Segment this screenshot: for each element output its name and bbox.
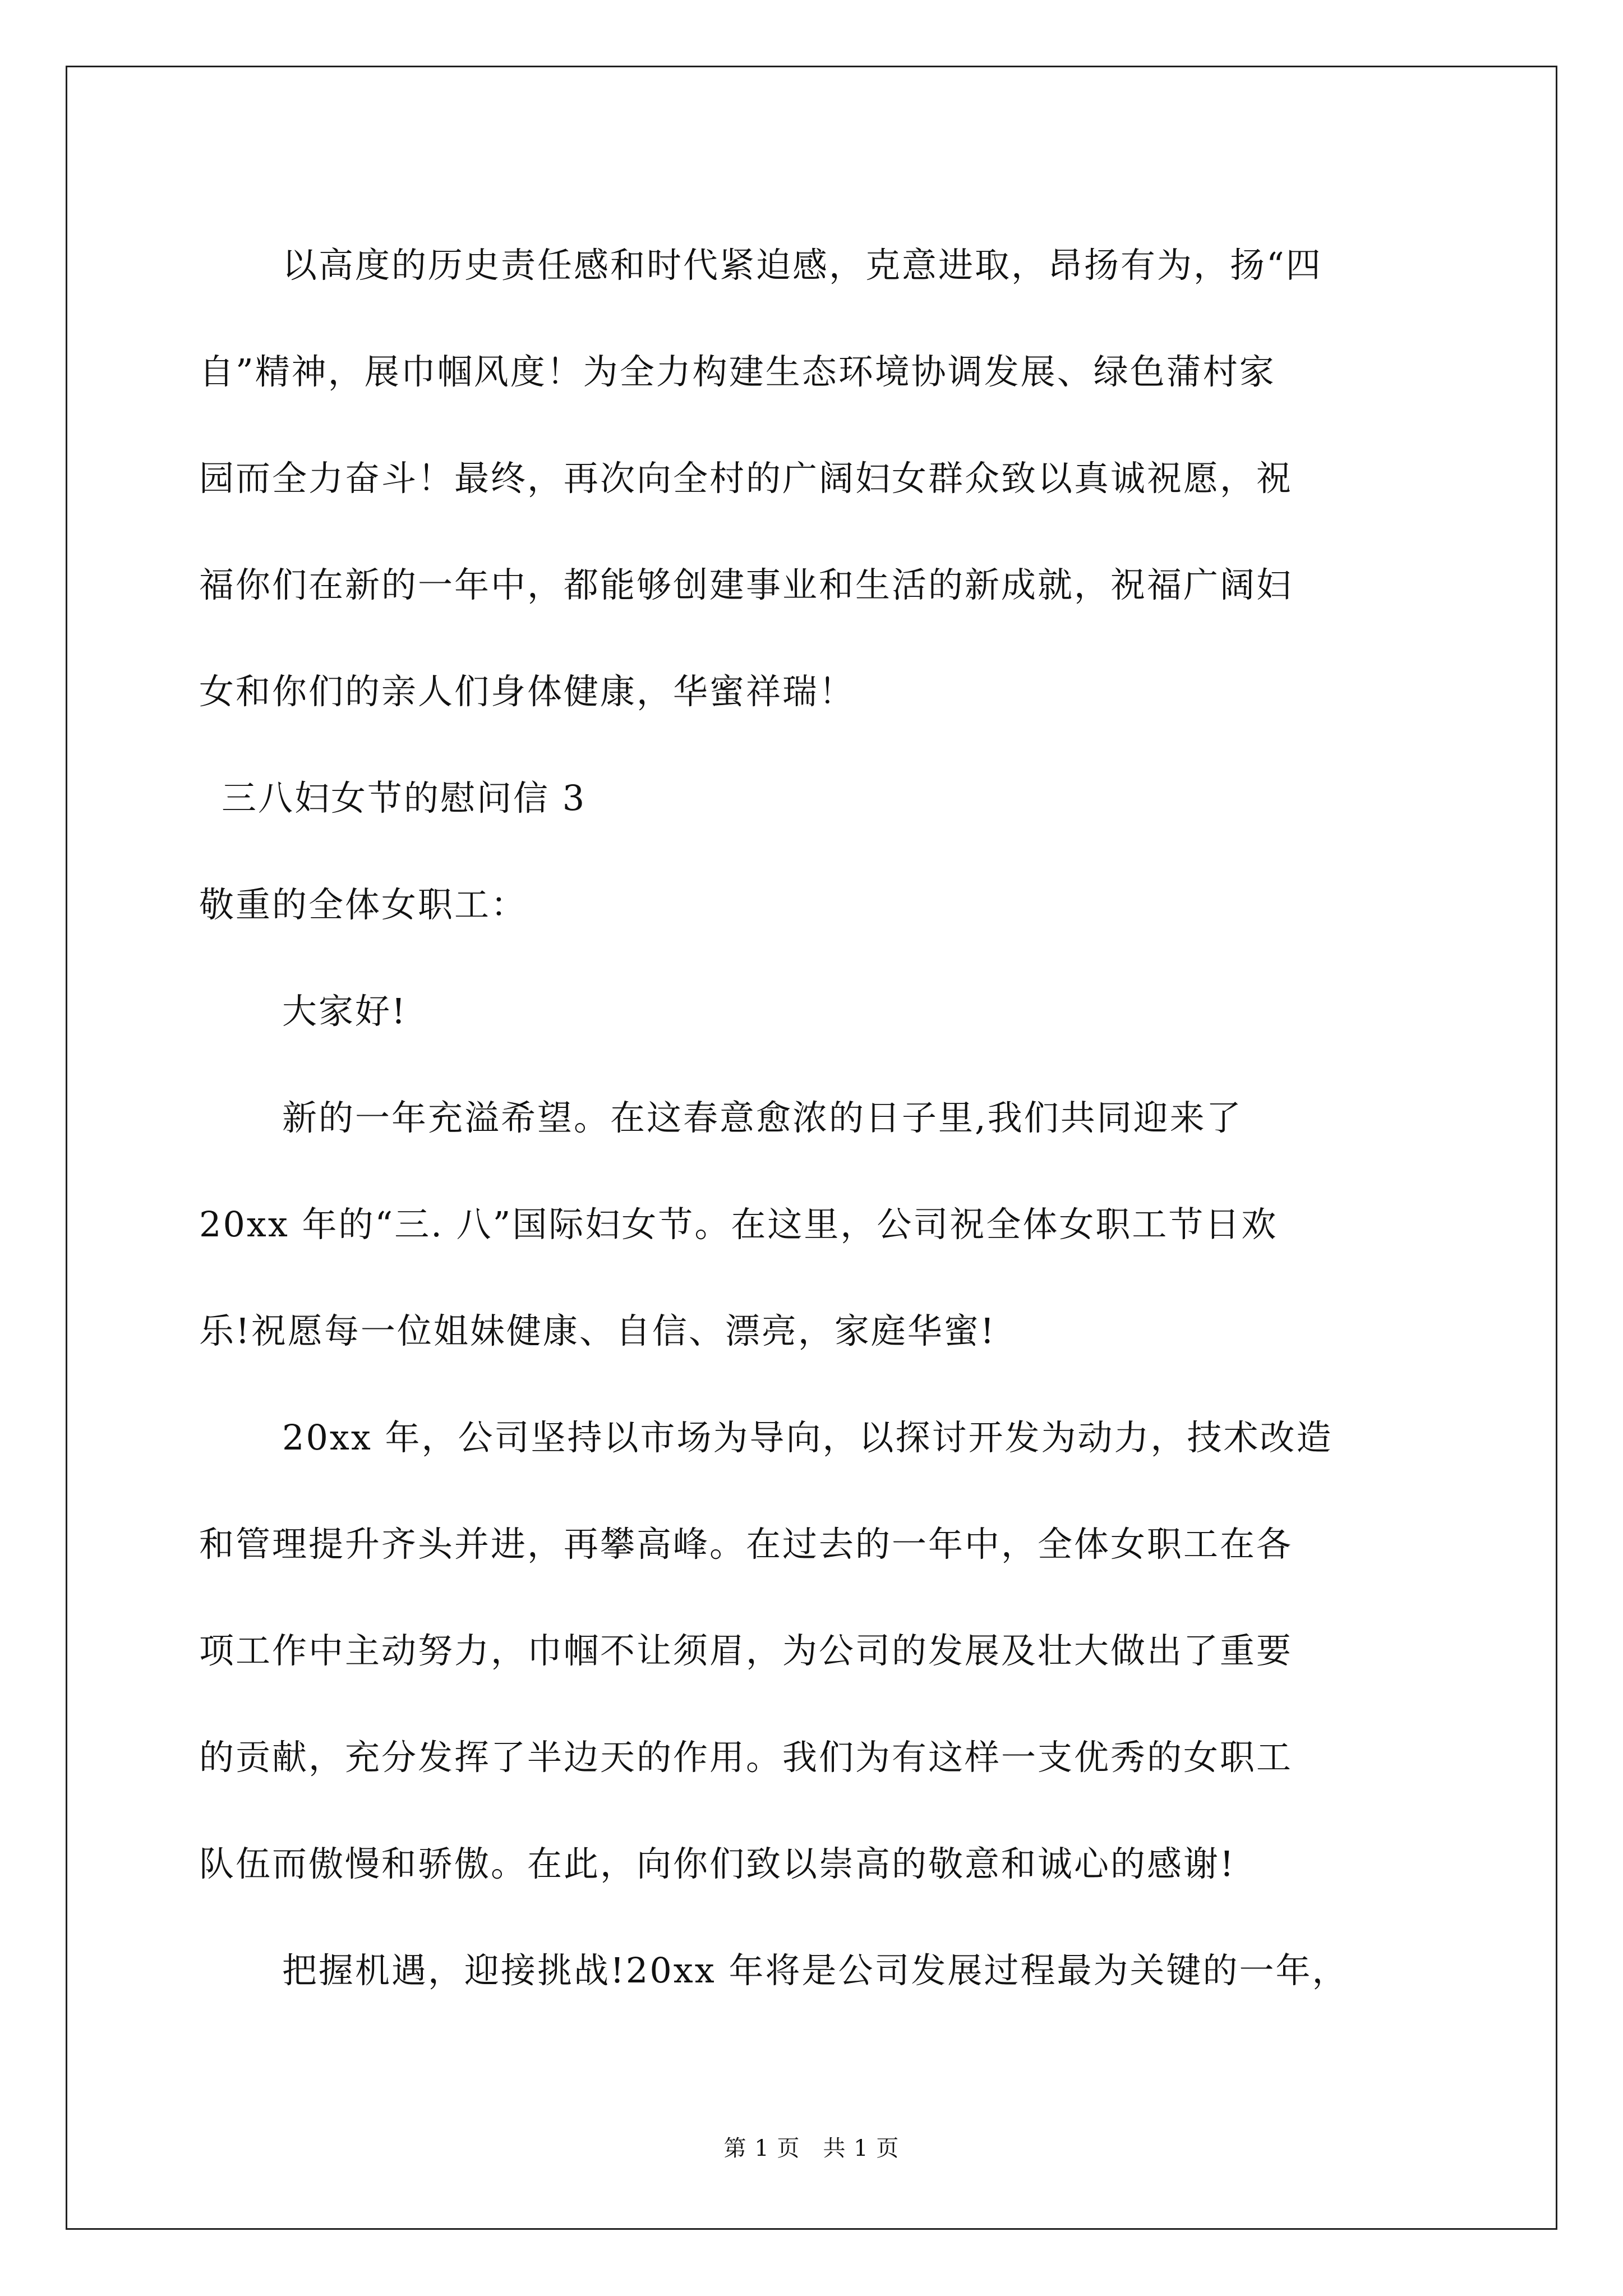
text-line: 的贡献，充分发挥了半边天的作用。我们为有这样一支优秀的女职工 <box>199 1737 1293 1778</box>
text-line: 自”精神，展巾帼风度！为全力构建生态环境协调发展、绿色蒲村家 <box>199 351 1276 392</box>
salutation: 敬重的全体女职工： <box>199 884 528 925</box>
document-body <box>199 212 1424 2024</box>
text-line: 队伍而傲慢和骄傲。在此，向你们致以崇高的敬意和诚心的感谢! <box>199 1843 1235 1884</box>
greeting: 大家好! <box>282 991 407 1032</box>
page-footer: 第 1 页 共 1 页 <box>723 2136 900 2161</box>
text-line: 把握机遇，迎接挑战!20xx 年将是公司发展过程最为关键的一年， <box>282 1950 1349 1991</box>
section-heading: 三八妇女节的慰问信 3 <box>222 777 587 818</box>
text-line: 女和你们的亲人们身体健康，华蜜祥瑞！ <box>199 671 856 712</box>
text-line: 和管理提升齐头并进，再攀高峰。在过去的一年中，全体女职工在各 <box>199 1524 1293 1565</box>
text-line: 乐!祝愿每一位姐妹健康、自信、漂亮，家庭华蜜! <box>199 1310 996 1351</box>
text-line: 20xx 年，公司坚持以市场为导向，以探讨开发为动力，技术改造 <box>282 1417 1333 1458</box>
text-line: 园而全力奋斗！最终，再次向全村的广阔妇女群众致以真诚祝愿，祝 <box>199 458 1293 499</box>
text-line: 项工作中主动努力，巾帼不让须眉，为公司的发展及壮大做出了重要 <box>199 1630 1293 1671</box>
text-line: 福你们在新的一年中，都能够创建事业和生活的新成就，祝福广阔妇 <box>199 564 1293 605</box>
text-line: 新的一年充溢希望。在这春意愈浓的日子里,我们共同迎来了 <box>282 1097 1243 1138</box>
text-line: 以高度的历史责任感和时代紧迫感，克意进取，昂扬有为，扬“四 <box>282 245 1322 286</box>
text-line: 20xx 年的“三. 八”国际妇女节。在这里，公司祝全体女职工节日欢 <box>199 1204 1278 1245</box>
